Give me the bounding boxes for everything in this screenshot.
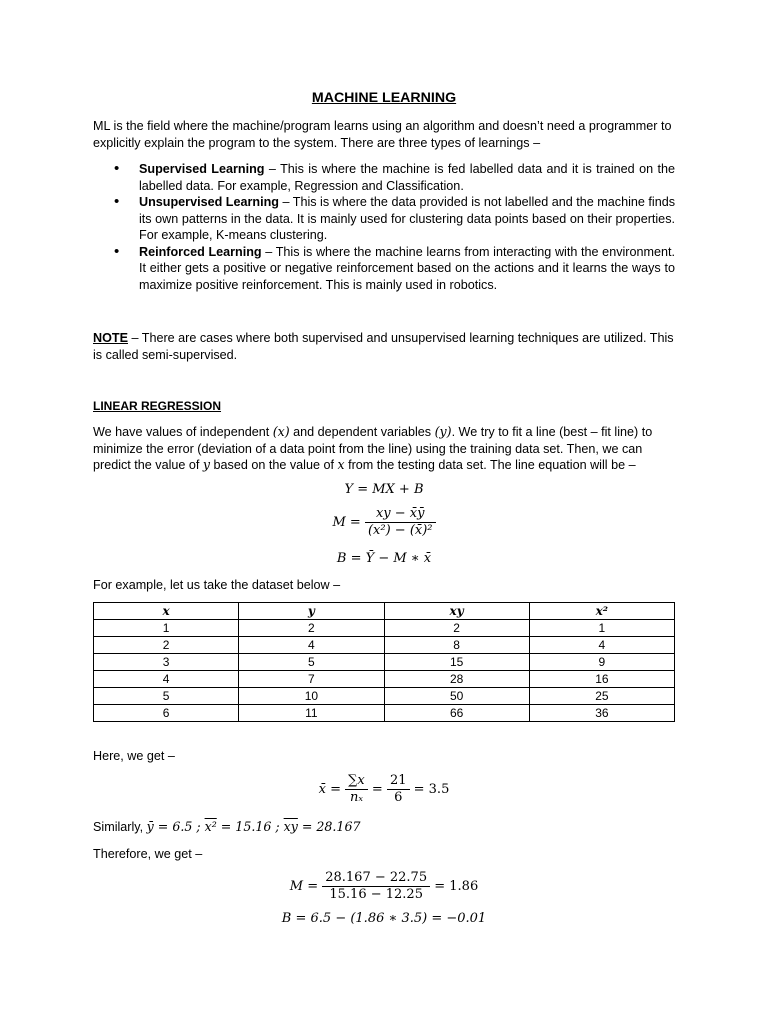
note-label: NOTE bbox=[93, 331, 128, 345]
table-cell: 5 bbox=[239, 654, 384, 671]
similarly-xybar-var: $\overline{xy}$ bbox=[283, 819, 298, 834]
linear-regression-paragraph bbox=[93, 424, 675, 474]
table-cell: 3 bbox=[94, 654, 239, 671]
term-supervised: Supervised Learning bbox=[139, 162, 265, 176]
similarly-x2bar-var: x² bbox=[204, 819, 217, 834]
table-cell: 11 bbox=[239, 705, 384, 722]
column-header-x: x bbox=[94, 603, 239, 620]
table-cell: 8 bbox=[384, 637, 529, 654]
table-cell: 16 bbox=[529, 671, 674, 688]
term-unsupervised: Unsupervised Learning bbox=[139, 195, 279, 209]
learning-types-list bbox=[93, 161, 675, 293]
desc-reinforced: – This is where the machine learns from interacting with the environment. It either gets a positive or negative reinforcement based on the actions and it learns the ways to maximize positive reinforcement. This is mainly used in robotics. bbox=[139, 244, 675, 292]
table-cell: 5 bbox=[94, 688, 239, 705]
table-cell: 6 bbox=[94, 705, 239, 722]
slope-numerator: xy − x̄ȳ bbox=[365, 506, 436, 523]
term-reinforced: Reinforced Learning bbox=[139, 244, 262, 259]
equation-m-calc bbox=[93, 870, 675, 903]
similarly-line bbox=[93, 819, 360, 836]
column-header-y: y bbox=[239, 603, 384, 620]
table-cell: 28 bbox=[384, 671, 529, 688]
xbar-fraction-2 bbox=[387, 773, 410, 806]
table-cell: 36 bbox=[529, 705, 674, 722]
lr-text-5: from the testing data set. The line equation will be – bbox=[344, 458, 636, 472]
table-row bbox=[94, 688, 675, 705]
xbar-num-1: ∑x bbox=[345, 773, 368, 790]
mcalc-result: = 1.86 bbox=[434, 879, 479, 894]
desc-supervised: – This is where the machine is fed labelled data and it is trained on the labelled data. For example, Regression and Classification. bbox=[139, 162, 675, 193]
table-cell: 66 bbox=[384, 705, 529, 722]
table-cell: 25 bbox=[529, 688, 674, 705]
desc-unsupervised: – This is where the data provided is not labelled and the machine finds its own patterns in the data. It is mainly used for clustering data points based on their properties. For example, K-means clustering. bbox=[139, 195, 675, 242]
table-header-row bbox=[94, 603, 675, 620]
table-row bbox=[94, 637, 675, 654]
table-cell: 9 bbox=[529, 654, 674, 671]
list-item bbox=[93, 161, 675, 194]
lr-text-2: and dependent variables bbox=[289, 425, 435, 439]
similarly-ybar: ȳ = 6.5 ; bbox=[146, 819, 205, 834]
xbar-equals: = bbox=[371, 782, 383, 797]
table-cell: 4 bbox=[94, 671, 239, 688]
similarly-xybar-val: = 28.167 bbox=[297, 819, 361, 834]
equation-xbar bbox=[93, 773, 675, 806]
page-title: MACHINE LEARNING bbox=[311, 90, 457, 106]
list-item bbox=[93, 194, 675, 244]
lr-x: x bbox=[337, 457, 345, 472]
xbar-den-2: 6 bbox=[394, 790, 403, 805]
therefore-text: Therefore, we get – bbox=[93, 847, 203, 861]
mcalc-denominator: 15.16 − 12.25 bbox=[329, 887, 423, 902]
table-cell: 2 bbox=[239, 620, 384, 637]
table-cell: 50 bbox=[384, 688, 529, 705]
table-cell: 4 bbox=[239, 637, 384, 654]
table-cell: 1 bbox=[94, 620, 239, 637]
lr-var-y: (y) bbox=[434, 424, 452, 439]
xbar-lhs: x̄ = bbox=[318, 782, 341, 797]
table-row bbox=[94, 620, 675, 637]
mcalc-lhs: M = bbox=[289, 879, 319, 894]
xbar-num-2: 21 bbox=[387, 773, 410, 790]
lr-text-1: We have values of independent bbox=[93, 425, 273, 439]
xbar-fraction-1 bbox=[345, 773, 368, 806]
mcalc-numerator: 28.167 − 22.75 bbox=[322, 870, 430, 887]
table-row bbox=[94, 705, 675, 722]
table-cell: 15 bbox=[384, 654, 529, 671]
equation-b-calc: B = 6.5 − (1.86 ∗ 3.5) = −0.01 bbox=[281, 911, 487, 926]
slope-lhs: M = bbox=[332, 515, 361, 530]
dataset-table bbox=[93, 602, 675, 722]
equation-line: Y = MX + B bbox=[344, 482, 424, 497]
column-header-x2: x² bbox=[529, 603, 674, 620]
section-heading-linear-regression: LINEAR REGRESSION bbox=[93, 399, 222, 413]
table-cell: 2 bbox=[94, 637, 239, 654]
example-text: For example, let us take the dataset below – bbox=[93, 578, 341, 592]
table-cell: 7 bbox=[239, 671, 384, 688]
equation-slope bbox=[93, 506, 675, 539]
lr-y: y bbox=[202, 457, 211, 472]
lr-var-x: (x) bbox=[272, 424, 290, 439]
xbar-result: = 3.5 bbox=[413, 782, 450, 797]
slope-denominator: (x²) − (x̄)² bbox=[367, 523, 433, 538]
column-header-xy: xy bbox=[384, 603, 529, 620]
similarly-label: Similarly, bbox=[93, 820, 147, 834]
equation-intercept: B = Ȳ − M ∗ x̄ bbox=[336, 551, 432, 566]
list-item bbox=[93, 244, 675, 294]
table-cell: 1 bbox=[529, 620, 674, 637]
slope-fraction bbox=[365, 506, 436, 539]
note-text: – There are cases where both supervised and unsupervised learning techniques are utilized. This is called semi-supervised. bbox=[93, 331, 674, 362]
note-paragraph bbox=[93, 330, 675, 363]
table-cell: 4 bbox=[529, 637, 674, 654]
lr-text-4: based on the value of bbox=[210, 458, 338, 472]
xbar-den-1: nₓ bbox=[349, 790, 363, 805]
here-text: Here, we get – bbox=[93, 749, 175, 763]
similarly-x2bar-val: = 15.16 ; bbox=[216, 819, 284, 834]
lr-text-3: . We try to fit a line (best – fit line) to minimize the error (deviation of a data point from the line) using the training data set. Then, we can predict the value of bbox=[93, 425, 653, 472]
table-row bbox=[94, 671, 675, 688]
mcalc-fraction bbox=[322, 870, 430, 903]
table-cell: 2 bbox=[384, 620, 529, 637]
table-cell: 10 bbox=[239, 688, 384, 705]
table-row bbox=[94, 654, 675, 671]
intro-paragraph: ML is the field where the machine/program learns using an algorithm and doesn’t need a programmer to explicitly explain the program to the system. There are three types of learnings – bbox=[93, 119, 672, 150]
